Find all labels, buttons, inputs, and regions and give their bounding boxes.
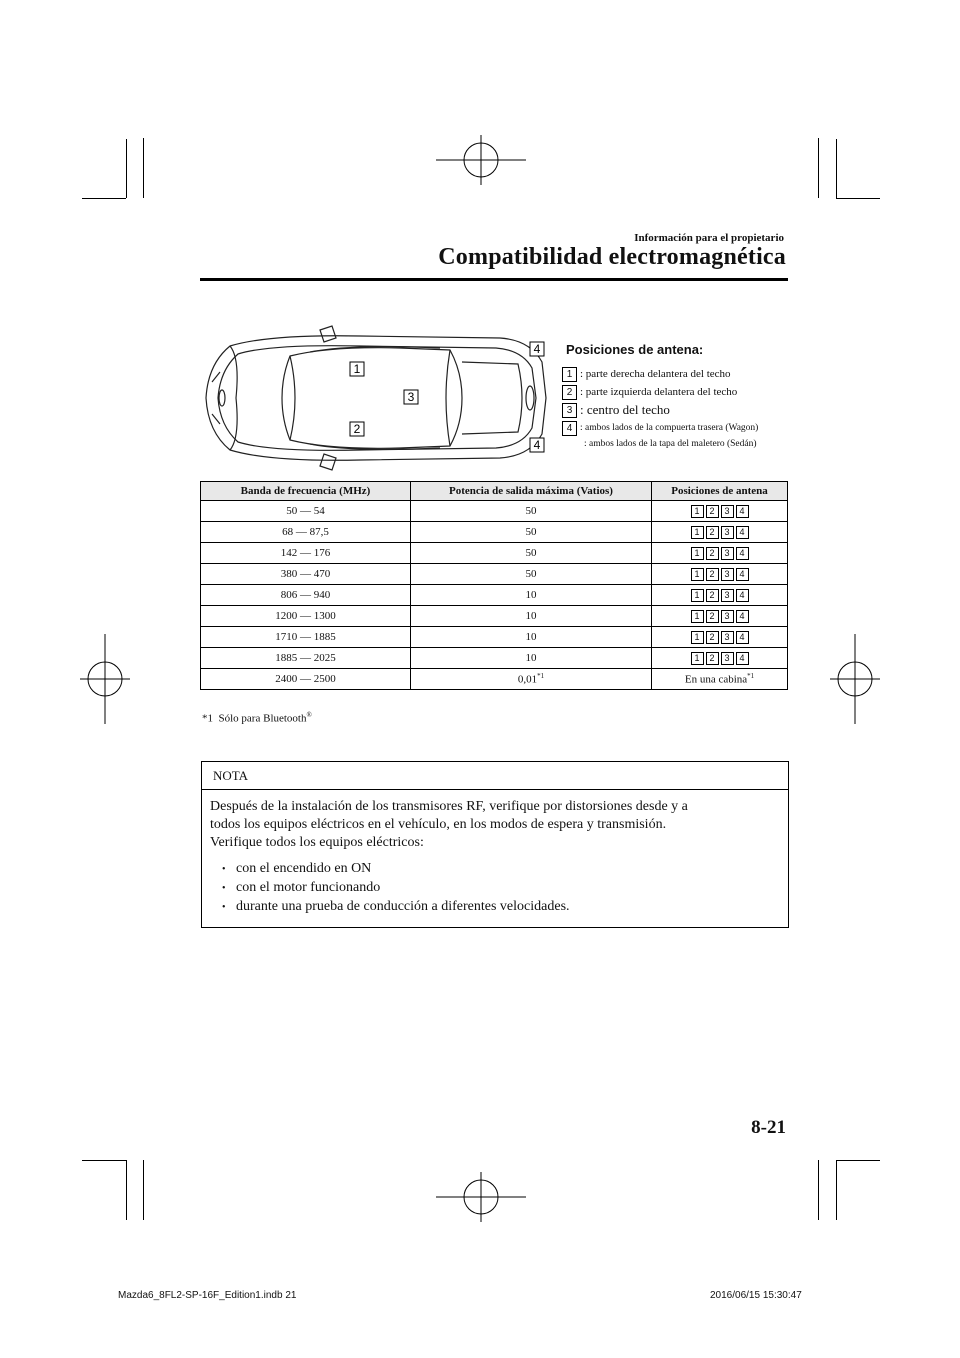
band-cell: 68 — 87,5: [201, 522, 411, 543]
antenna-number-box: 2: [706, 652, 719, 665]
legend-item: 2 : parte izquierda delantera del techo: [562, 383, 802, 401]
band-cell: 50 — 54: [201, 501, 411, 522]
antenna-number-box: 4: [736, 526, 749, 539]
antenna-number-box: 3: [721, 568, 734, 581]
table-row: [201, 564, 788, 585]
table-row: [201, 669, 788, 690]
footer-timestamp: 2016/06/15 15:30:47: [710, 1290, 802, 1301]
antenna-number-box: 1: [691, 631, 704, 644]
column-header: Banda de frecuencia (MHz): [201, 482, 411, 501]
antenna-number-box: 2: [706, 526, 719, 539]
band-cell: 1710 — 1885: [201, 627, 411, 648]
header-subtitle: Información para el propietario: [634, 232, 784, 244]
antenna-position-set: [691, 547, 749, 560]
note-body: [202, 790, 788, 917]
antenna-number-box: 1: [691, 589, 704, 602]
band-cell: 380 — 470: [201, 564, 411, 585]
band-cell: 1885 — 2025: [201, 648, 411, 669]
list-item: • durante una prueba de conducción a diferentes velocidades.: [222, 898, 780, 917]
power-cell: 50: [411, 543, 652, 564]
antenna-number-box: 3: [721, 505, 734, 518]
antenna-number-box: 1: [691, 568, 704, 581]
table-footnote: *1 Sólo para Bluetooth®: [202, 711, 312, 725]
antenna-number-box: 3: [721, 589, 734, 602]
antenna-number-box: 2: [706, 505, 719, 518]
antenna-number-box: 2: [706, 568, 719, 581]
antenna-number-box: 1: [691, 505, 704, 518]
page-title: Compatibilidad electromagnética: [438, 244, 786, 270]
antenna-position-set: [691, 505, 749, 518]
footer-file-name: Mazda6_8FL2-SP-16F_Edition1.indb 21: [118, 1290, 297, 1301]
note-paragraph: todos los equipos eléctricos en el vehículo, en los modos de espera y transmisión.: [210, 817, 667, 832]
table-row: [201, 606, 788, 627]
position-cell: [652, 543, 788, 564]
antenna-position-set: [691, 652, 749, 665]
note-bullet-list: [210, 860, 780, 917]
frequency-table: [200, 481, 788, 690]
antenna-number-box: 3: [721, 547, 734, 560]
power-cell: 10: [411, 648, 652, 669]
band-cell: 806 — 940: [201, 585, 411, 606]
legend-item: 4 : ambos lados de la compuerta trasera (Wagon): [562, 419, 802, 437]
registration-mark-bottom: [436, 1172, 526, 1222]
antenna-number-box: 4: [736, 610, 749, 623]
column-header: Posiciones de antena: [652, 482, 788, 501]
car-top-view-diagram: [200, 322, 556, 474]
position-cell: [652, 648, 788, 669]
list-item: • con el motor funcionando: [222, 879, 780, 898]
antenna-number-box: 4: [736, 652, 749, 665]
power-cell: 50: [411, 564, 652, 585]
band-cell: 142 — 176: [201, 543, 411, 564]
position-cell: En una cabina$^{*1}$: [652, 669, 788, 690]
antenna-number-box: 4: [736, 631, 749, 644]
power-cell: 10: [411, 606, 652, 627]
power-cell: 10: [411, 585, 652, 606]
position-cell: [652, 606, 788, 627]
table-row: [201, 648, 788, 669]
position-cell: [652, 627, 788, 648]
marker-3: 3: [407, 390, 415, 404]
note-paragraph: Verifique todos los equipos eléctricos:: [210, 835, 424, 850]
antenna-number-box: 1: [691, 547, 704, 560]
antenna-number-box: 2: [706, 610, 719, 623]
antenna-number-box: 3: [721, 631, 734, 644]
antenna-number-box: 1: [691, 652, 704, 665]
marker-1: 1: [353, 362, 361, 376]
antenna-position-set: [691, 589, 749, 602]
legend-title: Posiciones de antena:: [566, 342, 704, 357]
antenna-position-set: [691, 568, 749, 581]
antenna-position-set: [691, 526, 749, 539]
antenna-number-box: 4: [736, 589, 749, 602]
antenna-legend: [562, 342, 802, 451]
antenna-position-set: [691, 631, 749, 644]
power-cell: 50: [411, 522, 652, 543]
table-row: [201, 543, 788, 564]
antenna-number-box: 4: [736, 505, 749, 518]
antenna-number-box: 4: [736, 568, 749, 581]
column-header: Potencia de salida máxima (Vatios): [411, 482, 652, 501]
table-row: [201, 627, 788, 648]
table-header-row: [201, 482, 788, 501]
power-cell: 50: [411, 501, 652, 522]
position-cell: [652, 501, 788, 522]
table-row: [201, 522, 788, 543]
legend-extra: : ambos lados de la tapa del maletero (Sedán): [584, 439, 757, 449]
registration-mark-left: [80, 634, 130, 724]
note-paragraph: Después de la instalación de los transmisores RF, verifique por distorsiones desde y a: [210, 799, 688, 814]
power-cell: 0,01$^{*1}$: [411, 669, 652, 690]
table-row: [201, 585, 788, 606]
antenna-number-box: 3: [721, 610, 734, 623]
position-cell: [652, 522, 788, 543]
table-row: [201, 501, 788, 522]
legend-item: 3 : centro del techo: [562, 401, 802, 419]
antenna-number-box: 1: [691, 610, 704, 623]
band-cell: 1200 — 1300: [201, 606, 411, 627]
marker-2: 2: [353, 422, 361, 436]
antenna-number-box: 2: [706, 547, 719, 560]
note-heading: NOTA: [202, 762, 788, 790]
marker-4-top: 4: [533, 342, 541, 356]
list-item: • con el encendido en ON: [222, 860, 780, 879]
power-cell: 10: [411, 627, 652, 648]
antenna-number-box: 3: [721, 526, 734, 539]
header-rule: [200, 278, 788, 281]
page-number: 8-21: [751, 1117, 786, 1138]
registration-mark-right: [830, 634, 880, 724]
antenna-number-box: 1: [691, 526, 704, 539]
antenna-number-box: 2: [706, 589, 719, 602]
band-cell: 2400 — 2500: [201, 669, 411, 690]
antenna-position-set: [691, 610, 749, 623]
position-cell: [652, 585, 788, 606]
note-box: [201, 761, 789, 928]
position-cell: [652, 564, 788, 585]
registration-mark-top: [436, 135, 526, 185]
legend-item: 1 : parte derecha delantera del techo: [562, 365, 802, 383]
antenna-number-box: 2: [706, 631, 719, 644]
antenna-number-box: 3: [721, 652, 734, 665]
antenna-number-box: 4: [736, 547, 749, 560]
marker-4-bottom: 4: [533, 438, 541, 452]
